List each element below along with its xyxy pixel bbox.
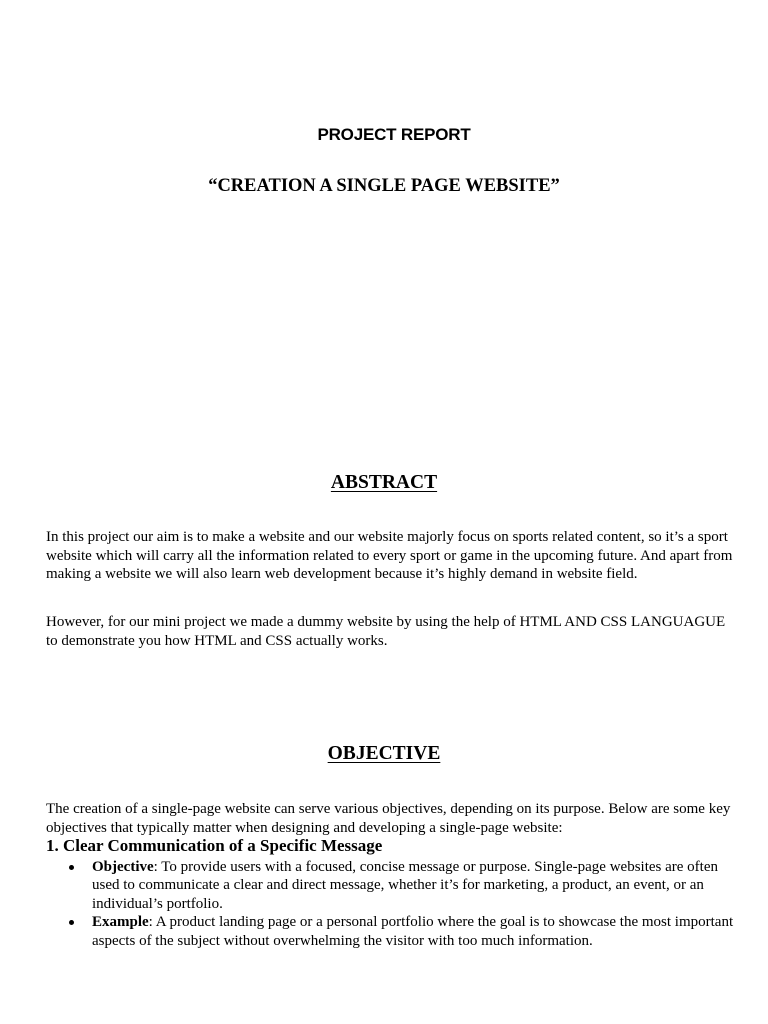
abstract-paragraph: However, for our mini project we made a dummy website by using the help of HTML AND CSS LANGUAGUE to demonstrate you how HTML and CSS actually works. — [46, 614, 726, 649]
objective-subheading: 1. Clear Communication of a Specific Message — [46, 836, 383, 855]
objective-bullet-list — [92, 858, 742, 950]
bullet-key: Example — [92, 914, 149, 931]
bullet-text: : A product landing page or a personal portfolio where the goal is to showcase the most important aspects of the subject without overwhelming the visitor with too much information. — [92, 914, 734, 949]
bullet-key: Objective — [92, 859, 154, 875]
abstract-heading: ABSTRACT — [330, 472, 438, 493]
objective-heading: OBJECTIVE — [327, 743, 441, 764]
bullet-icon — [69, 865, 74, 870]
objective-intro: The creation of a single-page website can serve various objectives, depending on its purpose. Below are some key objectives that typically matter when designing and developing a single-page website: — [46, 801, 731, 836]
bullet-text: : To provide users with a focused, concise message or purpose. Single-page websites are often used to communicate a clear and direct message, whether it’s for marketing, a product, an event, or an individual’s portfolio. — [92, 859, 718, 912]
report-title: “CREATION A SINGLE PAGE WEBSITE” — [208, 176, 560, 196]
list-item — [92, 913, 742, 950]
abstract-paragraph: In this project our aim is to make a website and our website majorly focus on sports related content, so it’s a sport website which will carry all the information related to every sport or game in the upcoming future. And apart from making a website we will also learn web development because it’s highly demand in website field. — [46, 529, 733, 583]
report-label: PROJECT REPORT — [317, 125, 471, 144]
list-item — [92, 858, 742, 913]
bullet-icon — [69, 920, 74, 925]
